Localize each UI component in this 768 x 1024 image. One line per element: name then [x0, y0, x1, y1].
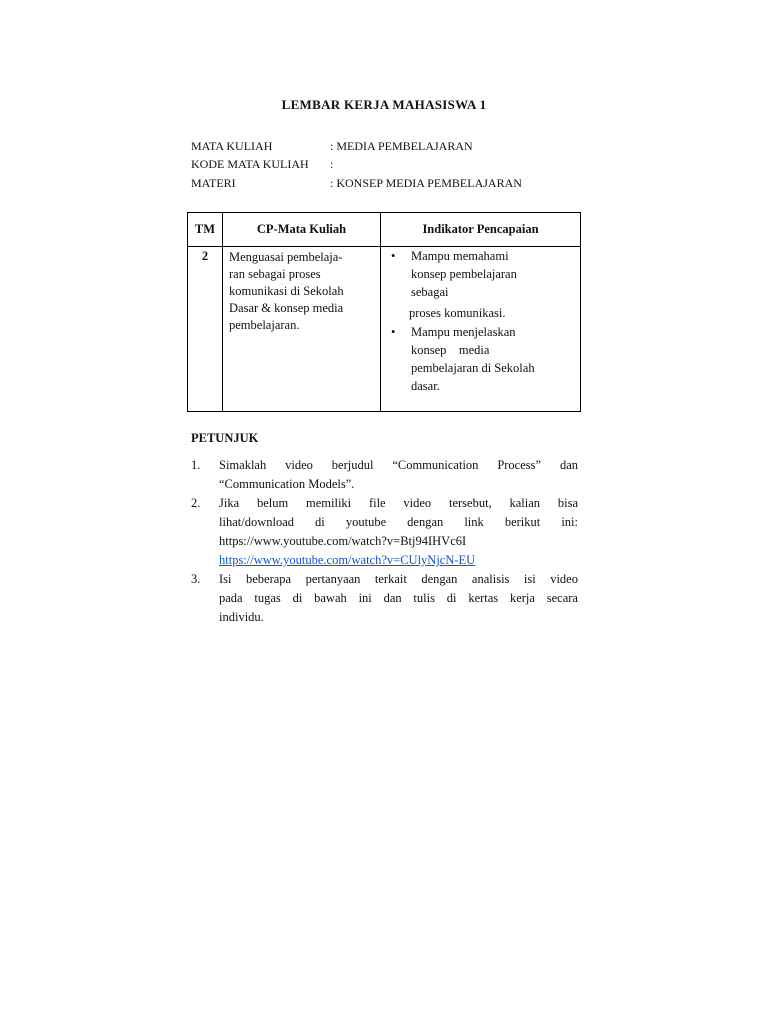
worksheet-title: LEMBAR KERJA MAHASISWA 1 [281, 97, 487, 112]
indicator-line: sebagai [411, 285, 449, 299]
indicator-continuation: proses komunikasi. [409, 306, 506, 320]
indicator-line: dasar. [411, 379, 440, 393]
cp-line: komunikasi di Sekolah [229, 284, 344, 298]
petunjuk-list [191, 456, 578, 627]
step-line: pada tugas di bawah ini dan tulis di kertas kerja secara [219, 591, 578, 605]
indicator-item [391, 323, 574, 395]
bullet-icon: • [391, 249, 396, 263]
header-indikator-pencapaian: Indikator Pencapaian [381, 213, 581, 247]
table-row [188, 247, 581, 412]
bullet-icon: • [391, 325, 396, 339]
meta-label-material: MATERI [191, 176, 236, 190]
meta-value-course-code: : [330, 157, 334, 171]
youtube-link-line [219, 551, 578, 570]
list-item [191, 570, 578, 627]
meta-value-material: : KONSEP MEDIA PEMBELAJARAN [330, 176, 522, 190]
youtube-link[interactable]: https://www.youtube.com/watch?v=CUlyNjcN-EU [219, 553, 476, 567]
step-line: Simaklah video berjudul “Communication Process” dan [219, 458, 578, 472]
cp-table-header-row [188, 213, 581, 247]
step-line: Jika belum memiliki file video tersebut, kalian bisa [219, 496, 578, 510]
step-line: https://www.youtube.com/watch?v=Btj94IHVc6I [219, 534, 467, 548]
indicator-line: Mampu menjelaskan [411, 325, 516, 339]
cp-line: ran sebagai proses [229, 267, 321, 281]
step-line: individu. [219, 610, 264, 624]
meta-value-course: : MEDIA PEMBELAJARAN [330, 139, 473, 153]
cell-cp-mata-kuliah [223, 247, 381, 412]
header-tm: TM [188, 213, 223, 247]
step-number: 1. [191, 458, 201, 472]
step-number: 3. [191, 572, 201, 586]
step-number: 2. [191, 496, 201, 510]
indicator-item [391, 247, 574, 301]
indicator-line: konsep media [411, 343, 490, 357]
step-line: “Communication Models”. [219, 477, 355, 491]
cp-table [187, 212, 581, 412]
cp-line: Menguasai pembelaja- [229, 250, 343, 264]
list-item [191, 456, 578, 494]
step-line: lihat/download di youtube dengan link berikut ini: [219, 515, 578, 529]
meta-label-course-code: KODE MATA KULIAH [191, 157, 309, 171]
meta-label-course: MATA KULIAH [191, 139, 273, 153]
cell-indikator [381, 247, 581, 412]
petunjuk-heading: PETUNJUK [191, 431, 259, 445]
indicator-line: Mampu memahami [411, 249, 509, 263]
indicator-line: pembelajaran di Sekolah [411, 361, 535, 375]
cp-line: Dasar & konsep media [229, 301, 344, 315]
step-line: Isi beberapa pertanyaan terkait dengan analisis isi video [219, 572, 578, 586]
cp-line: pembelajaran. [229, 318, 300, 332]
header-cp-mata-kuliah: CP-Mata Kuliah [223, 213, 381, 247]
cell-tm: 2 [188, 247, 223, 412]
indicator-line: konsep pembelajaran [411, 267, 517, 281]
list-item [191, 494, 578, 570]
